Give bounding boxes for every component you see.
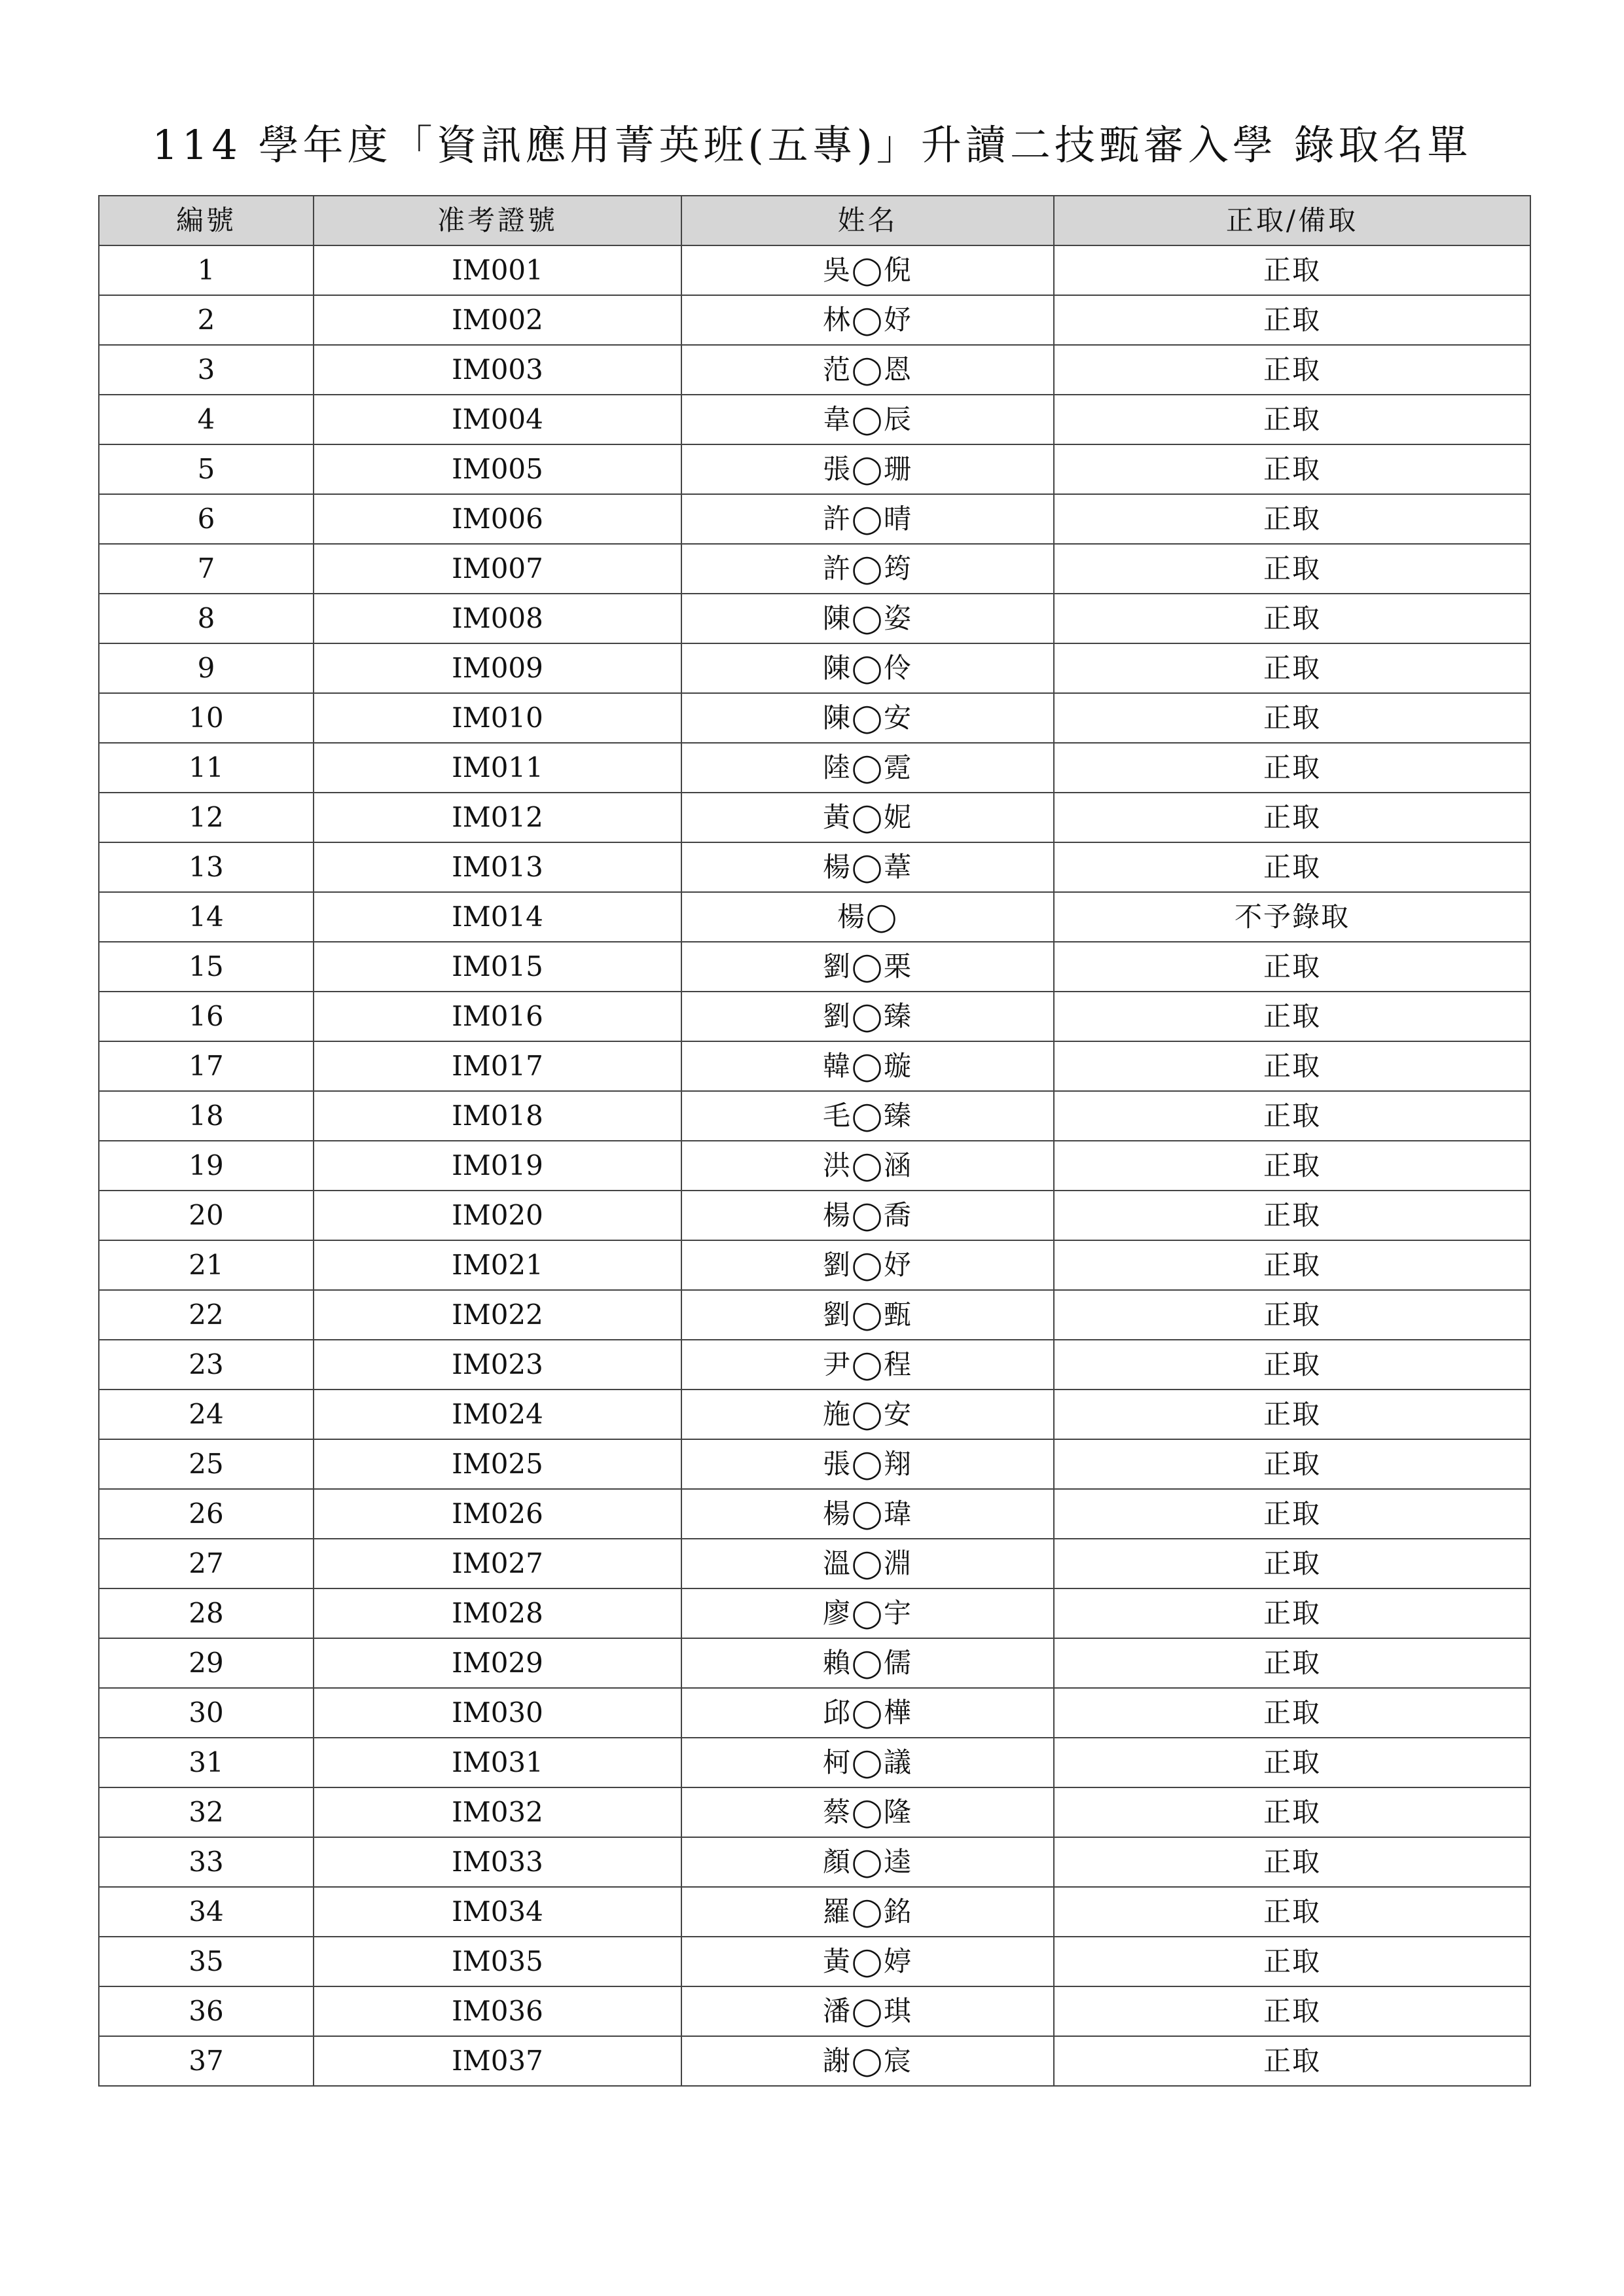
admission-list-table	[98, 195, 1531, 2087]
cell-result: 正取	[1054, 245, 1530, 295]
cell-name: 邱◯樺	[681, 1688, 1054, 1738]
cell-number: 33	[99, 1837, 314, 1887]
cell-exam-id: IM027	[314, 1539, 681, 1588]
cell-exam-id: IM009	[314, 643, 681, 693]
cell-name: 陳◯伶	[681, 643, 1054, 693]
cell-name: 潘◯琪	[681, 1986, 1054, 2036]
table-header-row	[99, 196, 1530, 245]
cell-result: 正取	[1054, 444, 1530, 494]
cell-result: 正取	[1054, 1091, 1530, 1141]
cell-exam-id: IM014	[314, 892, 681, 942]
cell-number: 20	[99, 1191, 314, 1240]
cell-number: 32	[99, 1787, 314, 1837]
cell-exam-id: IM007	[314, 544, 681, 594]
cell-exam-id: IM001	[314, 245, 681, 295]
table-row	[99, 1986, 1530, 2036]
cell-exam-id: IM021	[314, 1240, 681, 1290]
cell-number: 24	[99, 1390, 314, 1439]
cell-result: 正取	[1054, 842, 1530, 892]
cell-name: 黃◯妮	[681, 793, 1054, 842]
table-row	[99, 693, 1530, 743]
cell-number: 28	[99, 1588, 314, 1638]
cell-result: 正取	[1054, 1489, 1530, 1539]
cell-exam-id: IM017	[314, 1041, 681, 1091]
cell-name: 陳◯姿	[681, 594, 1054, 643]
cell-number: 17	[99, 1041, 314, 1091]
cell-number: 2	[99, 295, 314, 345]
cell-result: 正取	[1054, 1290, 1530, 1340]
cell-number: 25	[99, 1439, 314, 1489]
cell-name: 楊◯	[681, 892, 1054, 942]
cell-number: 3	[99, 345, 314, 395]
cell-number: 8	[99, 594, 314, 643]
cell-number: 37	[99, 2036, 314, 2086]
table-row	[99, 643, 1530, 693]
table-row	[99, 1937, 1530, 1986]
cell-name: 羅◯銘	[681, 1887, 1054, 1937]
cell-number: 4	[99, 395, 314, 444]
cell-number: 11	[99, 743, 314, 793]
cell-number: 12	[99, 793, 314, 842]
table-row	[99, 992, 1530, 1041]
cell-result: 正取	[1054, 1937, 1530, 1986]
cell-exam-id: IM031	[314, 1738, 681, 1787]
cell-name: 毛◯臻	[681, 1091, 1054, 1141]
header-exam-id: 准考證號	[314, 196, 681, 245]
cell-name: 范◯恩	[681, 345, 1054, 395]
cell-exam-id: IM025	[314, 1439, 681, 1489]
cell-number: 16	[99, 992, 314, 1041]
table-row	[99, 1141, 1530, 1191]
cell-exam-id: IM002	[314, 295, 681, 345]
cell-number: 36	[99, 1986, 314, 2036]
cell-exam-id: IM035	[314, 1937, 681, 1986]
cell-result: 正取	[1054, 345, 1530, 395]
table-row	[99, 1439, 1530, 1489]
cell-result: 正取	[1054, 1588, 1530, 1638]
table-row	[99, 1191, 1530, 1240]
cell-result: 正取	[1054, 942, 1530, 992]
cell-exam-id: IM020	[314, 1191, 681, 1240]
cell-name: 尹◯程	[681, 1340, 1054, 1390]
cell-exam-id: IM013	[314, 842, 681, 892]
cell-result: 正取	[1054, 1390, 1530, 1439]
cell-exam-id: IM032	[314, 1787, 681, 1837]
cell-result: 正取	[1054, 1340, 1530, 1390]
cell-name: 林◯妤	[681, 295, 1054, 345]
cell-result: 正取	[1054, 793, 1530, 842]
header-name: 姓名	[681, 196, 1054, 245]
cell-number: 31	[99, 1738, 314, 1787]
cell-result: 正取	[1054, 1688, 1530, 1738]
cell-number: 27	[99, 1539, 314, 1588]
table-row	[99, 1041, 1530, 1091]
table-row	[99, 942, 1530, 992]
table-row	[99, 1091, 1530, 1141]
table-row	[99, 1638, 1530, 1688]
cell-name: 劉◯妤	[681, 1240, 1054, 1290]
cell-name: 韓◯璇	[681, 1041, 1054, 1091]
cell-name: 吳◯倪	[681, 245, 1054, 295]
table-row	[99, 1837, 1530, 1887]
table-row	[99, 1787, 1530, 1837]
table-row	[99, 1887, 1530, 1937]
cell-name: 張◯珊	[681, 444, 1054, 494]
table-row	[99, 444, 1530, 494]
cell-result: 正取	[1054, 295, 1530, 345]
table-row	[99, 295, 1530, 345]
cell-exam-id: IM003	[314, 345, 681, 395]
cell-exam-id: IM006	[314, 494, 681, 544]
cell-exam-id: IM033	[314, 1837, 681, 1887]
cell-name: 劉◯臻	[681, 992, 1054, 1041]
cell-name: 劉◯栗	[681, 942, 1054, 992]
cell-number: 15	[99, 942, 314, 992]
cell-name: 楊◯瑋	[681, 1489, 1054, 1539]
table-row	[99, 1688, 1530, 1738]
page-title: 114 學年度「資訊應用菁英班(五專)」升讀二技甄審入學 錄取名單	[152, 121, 1472, 169]
cell-exam-id: IM008	[314, 594, 681, 643]
cell-number: 13	[99, 842, 314, 892]
cell-name: 許◯晴	[681, 494, 1054, 544]
cell-exam-id: IM036	[314, 1986, 681, 2036]
cell-result: 正取	[1054, 1240, 1530, 1290]
cell-result: 正取	[1054, 1439, 1530, 1489]
cell-exam-id: IM018	[314, 1091, 681, 1141]
cell-name: 洪◯涵	[681, 1141, 1054, 1191]
cell-number: 34	[99, 1887, 314, 1937]
cell-name: 施◯安	[681, 1390, 1054, 1439]
cell-result: 正取	[1054, 1887, 1530, 1937]
cell-exam-id: IM034	[314, 1887, 681, 1937]
cell-name: 賴◯儒	[681, 1638, 1054, 1688]
table-row	[99, 245, 1530, 295]
cell-exam-id: IM005	[314, 444, 681, 494]
cell-result: 正取	[1054, 1738, 1530, 1787]
cell-exam-id: IM024	[314, 1390, 681, 1439]
cell-result: 正取	[1054, 643, 1530, 693]
table-row	[99, 1738, 1530, 1787]
cell-name: 陸◯霓	[681, 743, 1054, 793]
cell-number: 14	[99, 892, 314, 942]
cell-exam-id: IM010	[314, 693, 681, 743]
cell-result: 正取	[1054, 1191, 1530, 1240]
table-row	[99, 1290, 1530, 1340]
cell-name: 許◯筠	[681, 544, 1054, 594]
cell-name: 溫◯淵	[681, 1539, 1054, 1588]
table-row	[99, 494, 1530, 544]
cell-number: 26	[99, 1489, 314, 1539]
cell-result: 正取	[1054, 1041, 1530, 1091]
cell-exam-id: IM016	[314, 992, 681, 1041]
table-row	[99, 1489, 1530, 1539]
cell-result: 正取	[1054, 1986, 1530, 2036]
cell-number: 5	[99, 444, 314, 494]
cell-result: 正取	[1054, 693, 1530, 743]
cell-name: 廖◯宇	[681, 1588, 1054, 1638]
table-row	[99, 544, 1530, 594]
table-row	[99, 1340, 1530, 1390]
cell-number: 21	[99, 1240, 314, 1290]
cell-result: 正取	[1054, 1141, 1530, 1191]
cell-exam-id: IM012	[314, 793, 681, 842]
cell-name: 韋◯辰	[681, 395, 1054, 444]
cell-number: 23	[99, 1340, 314, 1390]
cell-number: 29	[99, 1638, 314, 1688]
cell-result: 正取	[1054, 992, 1530, 1041]
cell-result: 不予錄取	[1054, 892, 1530, 942]
cell-result: 正取	[1054, 1638, 1530, 1688]
cell-exam-id: IM029	[314, 1638, 681, 1688]
header-number: 編號	[99, 196, 314, 245]
cell-name: 陳◯安	[681, 693, 1054, 743]
cell-exam-id: IM023	[314, 1340, 681, 1390]
cell-result: 正取	[1054, 594, 1530, 643]
cell-result: 正取	[1054, 544, 1530, 594]
cell-exam-id: IM019	[314, 1141, 681, 1191]
cell-number: 7	[99, 544, 314, 594]
table-row	[99, 1240, 1530, 1290]
cell-exam-id: IM022	[314, 1290, 681, 1340]
table-row	[99, 892, 1530, 942]
cell-name: 楊◯喬	[681, 1191, 1054, 1240]
cell-name: 蔡◯隆	[681, 1787, 1054, 1837]
cell-exam-id: IM030	[314, 1688, 681, 1738]
cell-result: 正取	[1054, 395, 1530, 444]
cell-result: 正取	[1054, 494, 1530, 544]
table-row	[99, 1588, 1530, 1638]
cell-result: 正取	[1054, 1837, 1530, 1887]
cell-number: 9	[99, 643, 314, 693]
cell-exam-id: IM026	[314, 1489, 681, 1539]
cell-number: 22	[99, 1290, 314, 1340]
table-row	[99, 793, 1530, 842]
table-row	[99, 842, 1530, 892]
cell-result: 正取	[1054, 1787, 1530, 1837]
cell-exam-id: IM004	[314, 395, 681, 444]
cell-result: 正取	[1054, 743, 1530, 793]
cell-number: 19	[99, 1141, 314, 1191]
cell-name: 張◯翔	[681, 1439, 1054, 1489]
cell-number: 35	[99, 1937, 314, 1986]
cell-exam-id: IM015	[314, 942, 681, 992]
cell-number: 30	[99, 1688, 314, 1738]
table-row	[99, 395, 1530, 444]
cell-number: 18	[99, 1091, 314, 1141]
cell-result: 正取	[1054, 1539, 1530, 1588]
table-row	[99, 345, 1530, 395]
table-row	[99, 1539, 1530, 1588]
cell-exam-id: IM037	[314, 2036, 681, 2086]
cell-exam-id: IM028	[314, 1588, 681, 1638]
cell-number: 1	[99, 245, 314, 295]
table-row	[99, 743, 1530, 793]
cell-number: 10	[99, 693, 314, 743]
cell-name: 黃◯婷	[681, 1937, 1054, 1986]
cell-exam-id: IM011	[314, 743, 681, 793]
cell-name: 顏◯逵	[681, 1837, 1054, 1887]
cell-name: 楊◯葦	[681, 842, 1054, 892]
table-row	[99, 2036, 1530, 2086]
cell-name: 柯◯議	[681, 1738, 1054, 1787]
header-result: 正取/備取	[1054, 196, 1530, 245]
table-row	[99, 1390, 1530, 1439]
cell-name: 劉◯甄	[681, 1290, 1054, 1340]
table-row	[99, 594, 1530, 643]
table-body	[99, 245, 1530, 2086]
cell-result: 正取	[1054, 2036, 1530, 2086]
cell-number: 6	[99, 494, 314, 544]
cell-name: 謝◯宸	[681, 2036, 1054, 2086]
